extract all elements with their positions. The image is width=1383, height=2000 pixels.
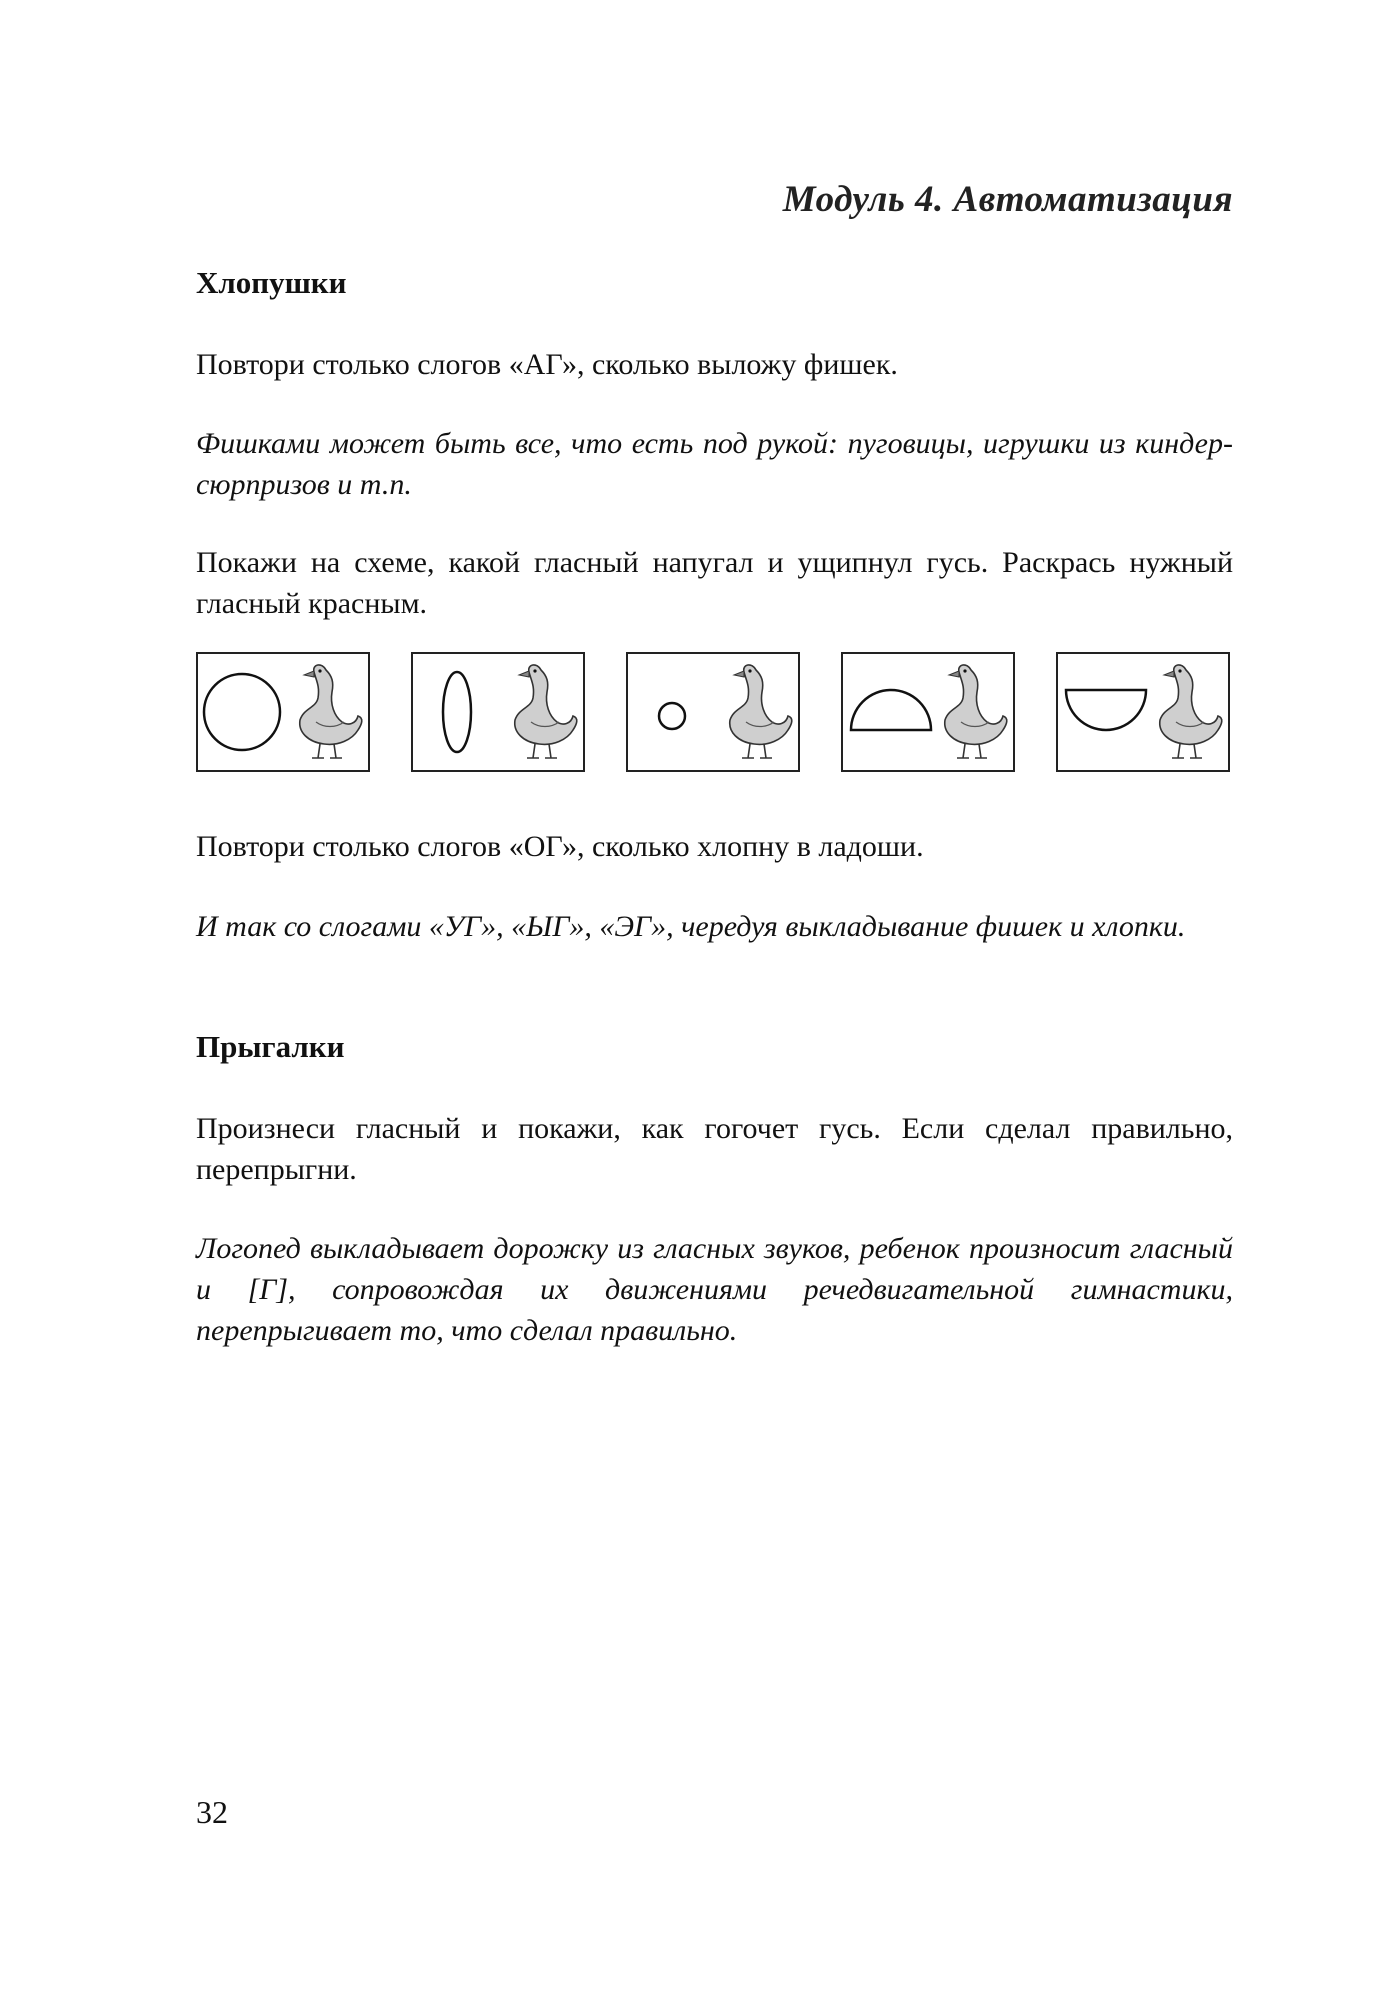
small-circle-shape [659,703,685,729]
goose-icon [945,665,1007,758]
goose-icon [1160,665,1222,758]
section-heading-prygalki: Прыгалки [196,1029,345,1064]
large-circle-shape [204,674,280,750]
instruction-paragraph: Повтори столько слогов «АГ», сколько выложу фишек. [196,348,898,381]
tall-ellipse-shape [443,672,471,752]
note-paragraph: Логопед выкладывает дорожку из гласных звуков, ребенок произносит гласный и [Г], сопровождая их движениями речедвигательной гимнастики, перепрыгивает то, что сделал правильно. [196,1232,1233,1347]
vowel-card-lower-half-circle[interactable] [1056,652,1230,772]
running-head: Модуль 4. Автоматизация [782,179,1233,220]
instruction-paragraph: Произнеси гласный и покажи, как гогочет гусь. Если сделал правильно, перепрыгни. [196,1112,1233,1186]
note-paragraph: Фишками может быть все, что есть под рукой: пуговицы, игрушки из киндер-сюрпризов и т.п. [196,427,1233,501]
lower-half-circle-shape [1066,690,1146,730]
goose-icon [730,665,792,758]
vowel-card-small-circle[interactable] [626,652,800,772]
goose-icon [515,665,577,758]
instruction-paragraph: Повтори столько слогов «ОГ», сколько хлопну в ладоши. [196,830,924,863]
goose-icon [300,665,362,758]
vowel-card-upper-half-circle[interactable] [841,652,1015,772]
vowel-card-large-circle[interactable] [196,652,370,772]
section-heading-khlopushki: Хлопушки [196,265,347,300]
page-number: 32 [196,1794,228,1830]
vowel-scheme-row [196,652,1233,774]
upper-half-circle-shape [851,690,931,730]
vowel-card-tall-ellipse[interactable] [411,652,585,772]
note-paragraph: И так со слогами «УГ», «ЫГ», «ЭГ», чередуя выкладывание фишек и хлопки. [196,910,1186,943]
instruction-paragraph: Покажи на схеме, какой гласный напугал и ущипнул гусь. Раскрась нужный гласный красным. [196,546,1233,620]
